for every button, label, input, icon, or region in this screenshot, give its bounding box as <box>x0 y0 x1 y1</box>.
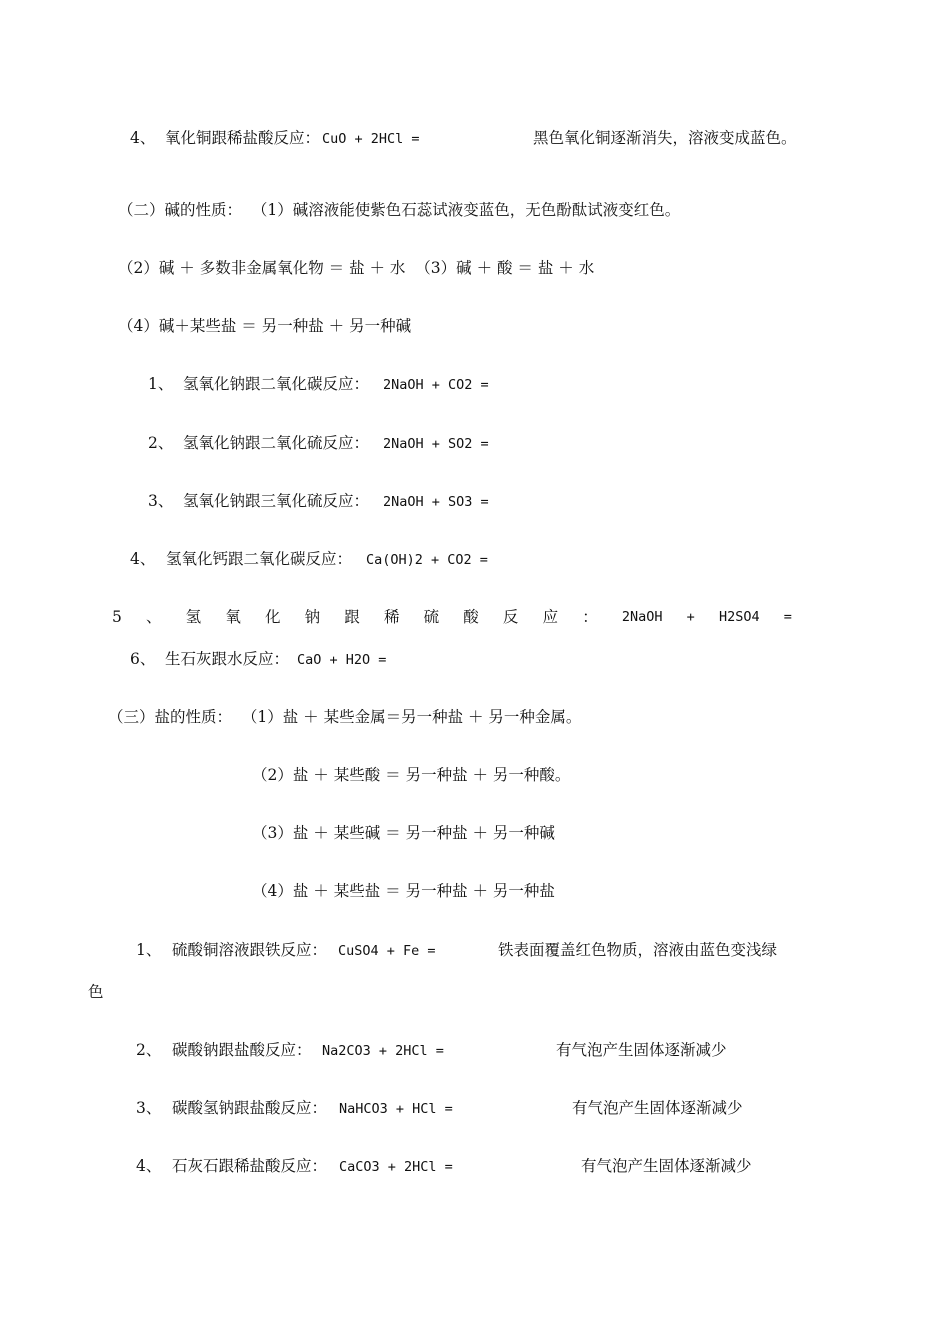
observation: 铁表面覆盖红色物质，溶液由蓝色变浅绿 <box>498 941 778 959</box>
token: = <box>783 609 792 625</box>
reaction-text: 氢氧化钙跟二氧化碳反应： <box>166 550 353 568</box>
item-number: 2、 <box>148 434 174 452</box>
item-number: 2、 <box>136 1041 162 1059</box>
token: 反 <box>502 608 519 626</box>
item-number: 4、 <box>130 129 156 147</box>
equation: Ca(OH)2 + CO2 = <box>366 552 488 568</box>
reaction-text: 石灰石跟稀盐酸反应： <box>172 1157 328 1175</box>
equation: CuSO4 + Fe = <box>338 943 436 959</box>
reaction-text: 氢氧化钠跟三氧化硫反应： <box>183 492 370 510</box>
reaction-text: 氢氧化钠跟二氧化碳反应： <box>183 375 370 393</box>
justified-reaction-line <box>112 607 792 627</box>
token: + <box>686 609 695 625</box>
base-property-line: （4）碱＋某些盐 ＝ 另一种盐 ＋ 另一种碱 <box>118 317 412 335</box>
item-number: 4、 <box>130 550 156 568</box>
equation: 2NaOH + SO3 = <box>383 494 489 510</box>
token: 2NaOH <box>621 609 663 625</box>
token: 酸 <box>463 608 479 626</box>
observation: 黑色氧化铜逐渐消失，溶液变成蓝色。 <box>533 129 797 147</box>
token: 氧 <box>225 608 241 626</box>
item-number: 1、 <box>148 375 174 393</box>
token: 钠 <box>304 608 321 626</box>
salt-property-line: （3）盐 ＋ 某些碱 ＝ 另一种盐 ＋ 另一种碱 <box>252 824 555 842</box>
equation: Na2CO3 + 2HCl = <box>322 1043 444 1059</box>
item-number: 6、 <box>130 650 156 668</box>
reaction-text: 生石灰跟水反应： <box>165 650 290 668</box>
observation: 有气泡产生固体逐渐减少 <box>581 1157 752 1175</box>
item-number: 4、 <box>136 1157 162 1175</box>
token: H2SO4 <box>718 609 760 625</box>
section-heading-salt: （三）盐的性质： （1）盐 ＋ 某些金属＝另一种盐 ＋ 另一种金属。 <box>108 708 582 726</box>
reaction-text: 碳酸氢钠跟盐酸反应： <box>172 1099 328 1117</box>
salt-property-line: （4）盐 ＋ 某些盐 ＝ 另一种盐 ＋ 另一种盐 <box>252 882 555 900</box>
equation: 2NaOH + CO2 = <box>383 377 489 393</box>
token: 、 <box>146 608 162 626</box>
equation: CaO + H2O = <box>297 652 387 668</box>
reaction-text: 氢氧化钠跟二氧化硫反应： <box>183 434 370 452</box>
token: 稀 <box>383 608 400 626</box>
equation: CaCO3 + 2HCl = <box>339 1159 453 1175</box>
reaction-text: 碳酸钠跟盐酸反应： <box>172 1041 312 1059</box>
observation-wrap: 色 <box>88 983 104 1001</box>
item-number: 1、 <box>136 941 162 959</box>
base-property-line: （2）碱 ＋ 多数非金属氧化物 ＝ 盐 ＋ 水 （3）碱 ＋ 酸 ＝ 盐 ＋ 水 <box>118 259 595 277</box>
equation: 2NaOH + SO2 = <box>383 436 489 452</box>
equation: NaHCO3 + HCl = <box>339 1101 453 1117</box>
token: 氢 <box>185 608 202 626</box>
section-heading-base: （二）碱的性质： （1）碱溶液能使紫色石蕊试液变蓝色，无色酚酞试液变红色。 <box>118 201 681 219</box>
token: 5 <box>112 608 122 626</box>
reaction-text: 硫酸铜溶液跟铁反应： <box>172 941 328 959</box>
token: 化 <box>264 608 281 626</box>
token: ： <box>582 608 598 626</box>
token: 跟 <box>344 608 360 626</box>
item-number: 3、 <box>136 1099 162 1117</box>
item-number: 3、 <box>148 492 174 510</box>
salt-property-line: （2）盐 ＋ 某些酸 ＝ 另一种盐 ＋ 另一种酸。 <box>252 766 571 784</box>
token: 硫 <box>423 608 440 626</box>
equation: CuO + 2HCl = <box>322 131 420 147</box>
observation: 有气泡产生固体逐渐减少 <box>556 1041 727 1059</box>
token: 应 <box>542 608 559 626</box>
reaction-text: 氧化铜跟稀盐酸反应： <box>165 129 321 147</box>
observation: 有气泡产生固体逐渐减少 <box>572 1099 743 1117</box>
